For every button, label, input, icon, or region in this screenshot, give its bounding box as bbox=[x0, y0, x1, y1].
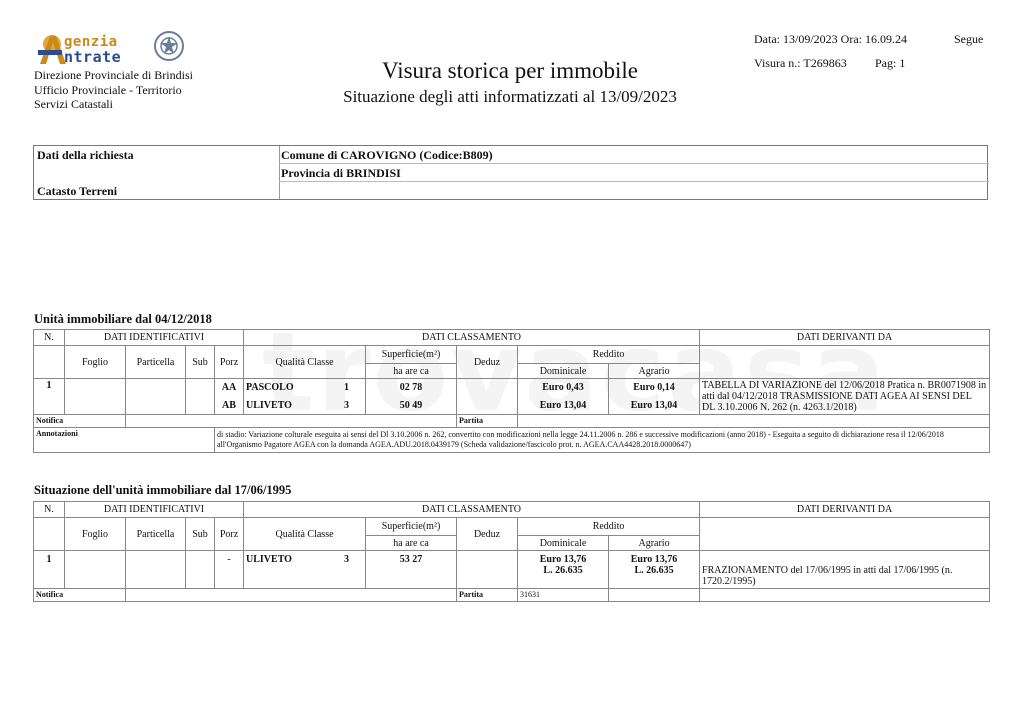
logo-text-agenzia: genzia bbox=[64, 34, 118, 50]
partita-label: Partita bbox=[457, 415, 518, 428]
header-qualita-classe: Qualità Classe bbox=[244, 346, 366, 379]
qualita-value: PASCOLO 1 bbox=[244, 379, 366, 397]
header-dominicale: Dominicale bbox=[518, 364, 609, 379]
notifica-label: Notifica bbox=[34, 415, 126, 428]
visura-number: Visura n.: T269863 bbox=[754, 56, 847, 70]
header-reddito: Reddito bbox=[518, 518, 700, 536]
header-superficie: Superficie(m²) bbox=[366, 518, 457, 536]
header-particella: Particella bbox=[126, 518, 186, 551]
header-n: N. bbox=[34, 502, 65, 518]
qualita-value: ULIVETO 3 bbox=[244, 551, 366, 589]
header-sub: Sub bbox=[186, 518, 215, 551]
header-porz: Porz bbox=[215, 518, 244, 551]
annotazioni-text: di stadio: Variazione colturale eseguita ai sensi del Dl 3.10.2006 n. 262, convertito con modificazioni nella legge 24.11.2006 n. 286 e successive modificazioni (anno 2018) - Eseguita a seguito di dichiarazione resa il 12/06/2018 all'Organismo Pagatore AGEA con la domanda AGEA.ADU.2018.0439179 (Scheda validazione/fascicolo prot. n. AGEA.CAA4428.2018.0000647) bbox=[215, 427, 990, 452]
qualita-value: ULIVETO 3 bbox=[244, 397, 366, 415]
header-deduz: Deduz bbox=[457, 346, 518, 379]
header-particella: Particella bbox=[126, 346, 186, 379]
header-ha-are-ca: ha are ca bbox=[366, 536, 457, 551]
agrario-value: Euro 13,04 bbox=[609, 397, 700, 415]
header-agrario: Agrario bbox=[609, 536, 700, 551]
dominicale-value: Euro 13,76 L. 26.635 bbox=[518, 551, 609, 589]
row-number: 1 bbox=[34, 551, 65, 589]
dominicale-value: Euro 0,43 bbox=[518, 379, 609, 397]
table-row bbox=[34, 379, 990, 397]
header-n: N. bbox=[34, 330, 65, 346]
header-reddito: Reddito bbox=[518, 346, 700, 364]
page-number: Pag: 1 bbox=[875, 56, 906, 70]
superficie-value: 50 49 bbox=[366, 397, 457, 415]
annotazioni-label: Annotazioni bbox=[34, 427, 215, 452]
superficie-value: 53 27 bbox=[366, 551, 457, 589]
derivanti-value: TABELLA DI VARIAZIONE del 12/06/2018 Pratica n. BR0071908 in atti dal 04/12/2018 TRASMISSIONE DATI AGEA AI SENSI DEL DL 3.10.2006 N. 262 (n. 4263.1/2018) bbox=[700, 379, 990, 415]
header-dominicale: Dominicale bbox=[518, 536, 609, 551]
header-deduz: Deduz bbox=[457, 518, 518, 551]
header-dati-derivanti: DATI DERIVANTI DA bbox=[700, 502, 990, 518]
header-dati-derivanti: DATI DERIVANTI DA bbox=[700, 330, 990, 346]
office-line-2: Ufficio Provinciale - Territorio bbox=[34, 82, 182, 97]
porz-value: - bbox=[215, 551, 244, 589]
request-comune: Comune di CAROVIGNO (Codice:B809) bbox=[281, 148, 493, 162]
office-block bbox=[34, 68, 193, 112]
request-box bbox=[33, 145, 988, 200]
table-row bbox=[34, 551, 990, 589]
segue-label: Segue bbox=[954, 32, 984, 46]
request-label: Dati della richiesta bbox=[37, 148, 134, 162]
document-title: Visura storica per immobile bbox=[381, 58, 639, 83]
derivanti-value: FRAZIONAMENTO del 17/06/1995 in atti dal 17/06/1995 (n. 1720.2/1995) bbox=[700, 551, 990, 589]
row-number: 1 bbox=[34, 379, 65, 415]
superficie-value: 02 78 bbox=[366, 379, 457, 397]
agrario-value: Euro 0,14 bbox=[609, 379, 700, 397]
partita-value: 31631 bbox=[518, 589, 609, 602]
document-subtitle: Situazione degli atti informatizzati al 13/09/2023 bbox=[343, 87, 677, 106]
header-dati-classamento: DATI CLASSAMENTO bbox=[244, 330, 700, 346]
header-foglio: Foglio bbox=[65, 346, 126, 379]
header-foglio: Foglio bbox=[65, 518, 126, 551]
request-provincia: Provincia di BRINDISI bbox=[281, 166, 401, 180]
agenzia-entrate-logo bbox=[36, 28, 191, 70]
request-catasto: Catasto Terreni bbox=[37, 184, 118, 198]
header-dati-classamento: DATI CLASSAMENTO bbox=[244, 502, 700, 518]
porz-value: AA bbox=[215, 379, 244, 397]
header-agrario: Agrario bbox=[609, 364, 700, 379]
section2-title: Situazione dell'unità immobiliare dal 17/06/1995 bbox=[34, 483, 292, 497]
office-line-1: Direzione Provinciale di Brindisi bbox=[34, 68, 193, 82]
section2-table bbox=[33, 501, 990, 602]
partita-label: Partita bbox=[457, 589, 518, 602]
date-time: Data: 13/09/2023 Ora: 16.09.24 bbox=[754, 32, 907, 46]
porz-value: AB bbox=[215, 397, 244, 415]
header-superficie: Superficie(m²) bbox=[366, 346, 457, 364]
header-dati-identificativi: DATI IDENTIFICATIVI bbox=[65, 330, 244, 346]
dominicale-value: Euro 13,04 bbox=[518, 397, 609, 415]
header-dati-identificativi: DATI IDENTIFICATIVI bbox=[65, 502, 244, 518]
section1-table bbox=[33, 329, 990, 453]
logo-text-entrate: ntrate bbox=[64, 48, 122, 66]
office-line-3: Servizi Catastali bbox=[34, 97, 113, 111]
header-qualita-classe: Qualità Classe bbox=[244, 518, 366, 551]
header-ha-are-ca: ha are ca bbox=[366, 364, 457, 379]
header-porz: Porz bbox=[215, 346, 244, 379]
header-sub: Sub bbox=[186, 346, 215, 379]
section1-title: Unità immobiliare dal 04/12/2018 bbox=[34, 312, 212, 326]
agrario-value: Euro 13,76 L. 26.635 bbox=[609, 551, 700, 589]
notifica-label: Notifica bbox=[34, 589, 126, 602]
